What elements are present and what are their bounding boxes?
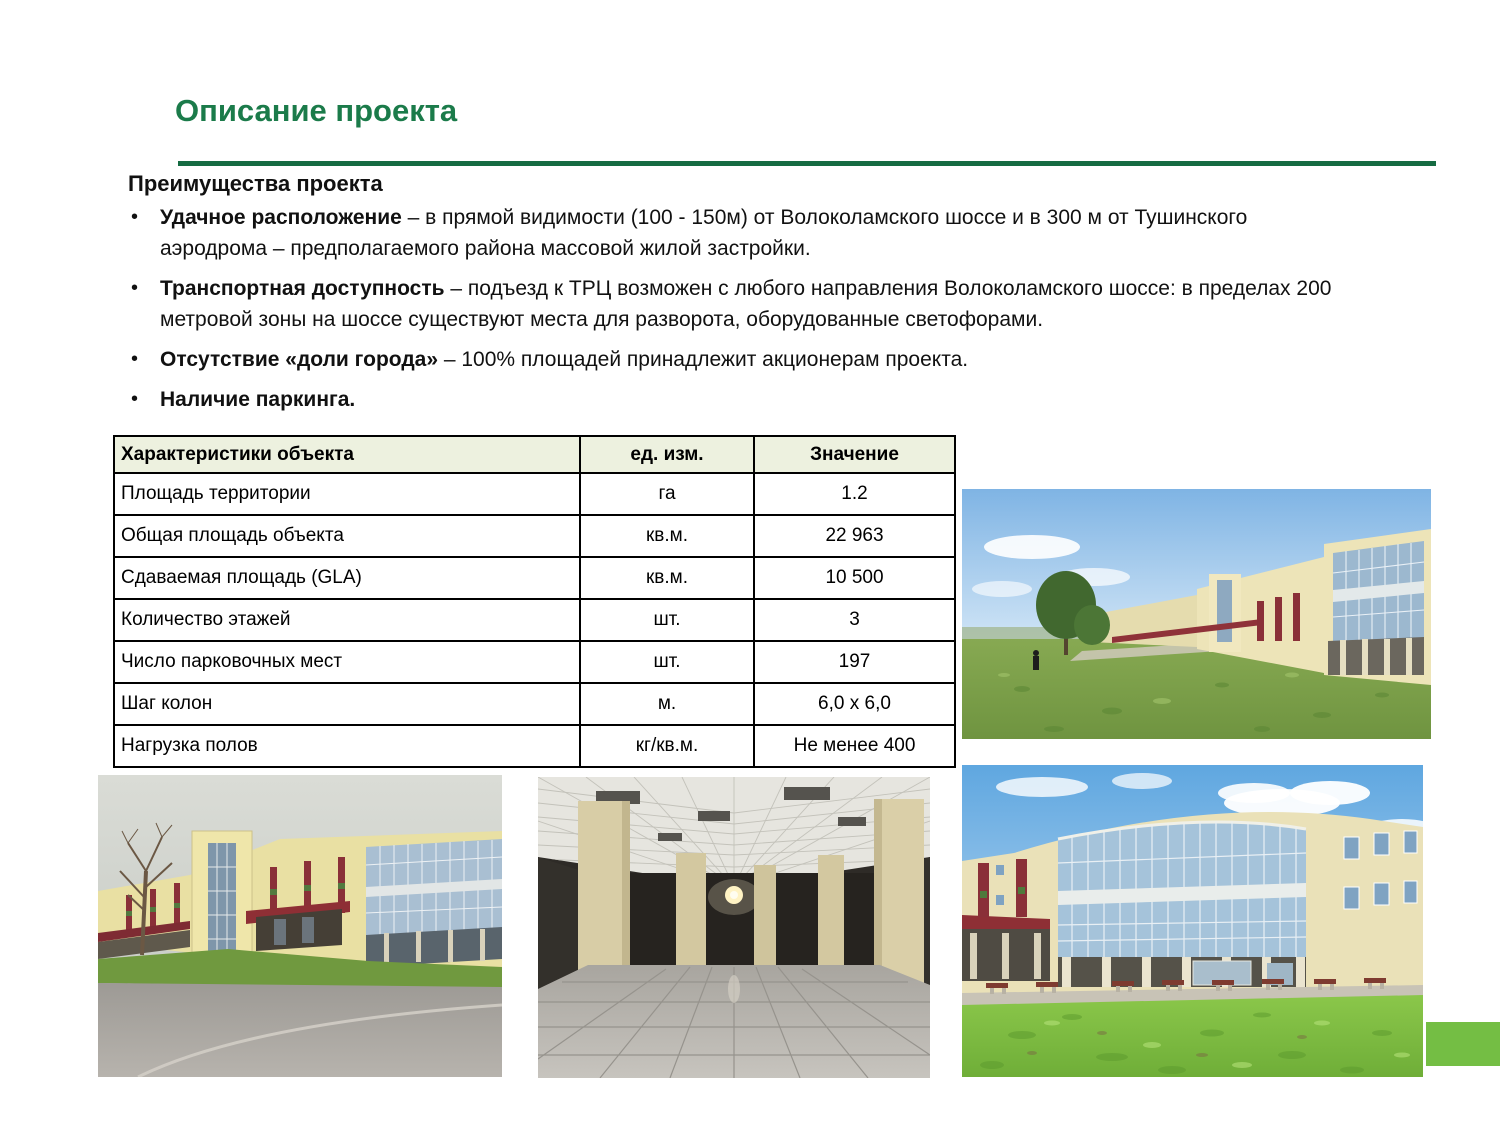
page-title: Описание проекта bbox=[175, 93, 458, 128]
spec-name-cell: Количество этажей bbox=[114, 599, 580, 641]
bullet-lead: Отсутствие «доли города» bbox=[160, 348, 439, 371]
table-row bbox=[114, 473, 955, 515]
photo-building-facade-lawn bbox=[962, 489, 1431, 739]
photo-interior-hall bbox=[538, 777, 930, 1078]
spec-unit-cell: м. bbox=[580, 683, 754, 725]
spec-unit-cell: шт. bbox=[580, 641, 754, 683]
bullet-lead: Удачное расположение bbox=[160, 206, 402, 229]
spec-value-cell: 1.2 bbox=[754, 473, 955, 515]
specs-header-row bbox=[114, 436, 955, 473]
bullet-lead: Транспортная доступность bbox=[160, 277, 445, 300]
title-divider bbox=[178, 161, 1436, 166]
spec-value-cell: Не менее 400 bbox=[754, 725, 955, 767]
bullet-item bbox=[128, 202, 1333, 264]
spec-unit-cell: кв.м. bbox=[580, 515, 754, 557]
spec-value-cell: 197 bbox=[754, 641, 955, 683]
photo-building-glass-lawn bbox=[962, 765, 1423, 1077]
spec-name-cell: Общая площадь объекта bbox=[114, 515, 580, 557]
corner-accent bbox=[1426, 1022, 1500, 1066]
spec-value-cell: 6,0 х 6,0 bbox=[754, 683, 955, 725]
bullet-text: – в прямой видимости (100 - 150м) от Волоколамского шоссе и в 300 м от Тушинского аэродрома – предполагаемого района массовой жилой застройки. bbox=[160, 206, 1248, 260]
person bbox=[1033, 650, 1039, 670]
specs-table bbox=[113, 435, 956, 768]
spec-unit-cell: кв.м. bbox=[580, 557, 754, 599]
table-row bbox=[114, 599, 955, 641]
spec-unit-cell: шт. bbox=[580, 599, 754, 641]
header-cell-value: Значение bbox=[754, 436, 955, 473]
bullet-text: – 100% площадей принадлежит акционерам проекта. bbox=[438, 348, 969, 371]
spec-unit-cell: кг/кв.м. bbox=[580, 725, 754, 767]
table-row bbox=[114, 515, 955, 557]
header-cell-characteristics: Характеристики объекта bbox=[114, 436, 580, 473]
header-cell-units: ед. изм. bbox=[580, 436, 754, 473]
spec-name-cell: Площадь территории bbox=[114, 473, 580, 515]
table-row bbox=[114, 641, 955, 683]
bullet-item bbox=[128, 344, 1333, 375]
bullet-lead: Наличие паркинга. bbox=[160, 388, 356, 411]
table-row bbox=[114, 683, 955, 725]
spec-name-cell: Число парковочных мест bbox=[114, 641, 580, 683]
table-row bbox=[114, 557, 955, 599]
bullet-item bbox=[128, 273, 1333, 335]
advantages-list bbox=[128, 202, 1333, 424]
spec-unit-cell: га bbox=[580, 473, 754, 515]
spec-value-cell: 3 bbox=[754, 599, 955, 641]
spec-name-cell: Нагрузка полов bbox=[114, 725, 580, 767]
spec-name-cell: Шаг колон bbox=[114, 683, 580, 725]
spec-value-cell: 22 963 bbox=[754, 515, 955, 557]
spec-value-cell: 10 500 bbox=[754, 557, 955, 599]
spec-name-cell: Сдаваемая площадь (GLA) bbox=[114, 557, 580, 599]
section-heading: Преимущества проекта bbox=[128, 171, 383, 196]
bullet-item bbox=[128, 384, 1333, 415]
bullet-text: – подъезд к ТРЦ возможен с любого направления Волоколамского шоссе: в пределах 200 метровой зоны на шоссе существуют места для разворота, оборудованные светофорами. bbox=[160, 277, 1332, 331]
photo-building-road bbox=[98, 775, 502, 1077]
table-row bbox=[114, 725, 955, 767]
